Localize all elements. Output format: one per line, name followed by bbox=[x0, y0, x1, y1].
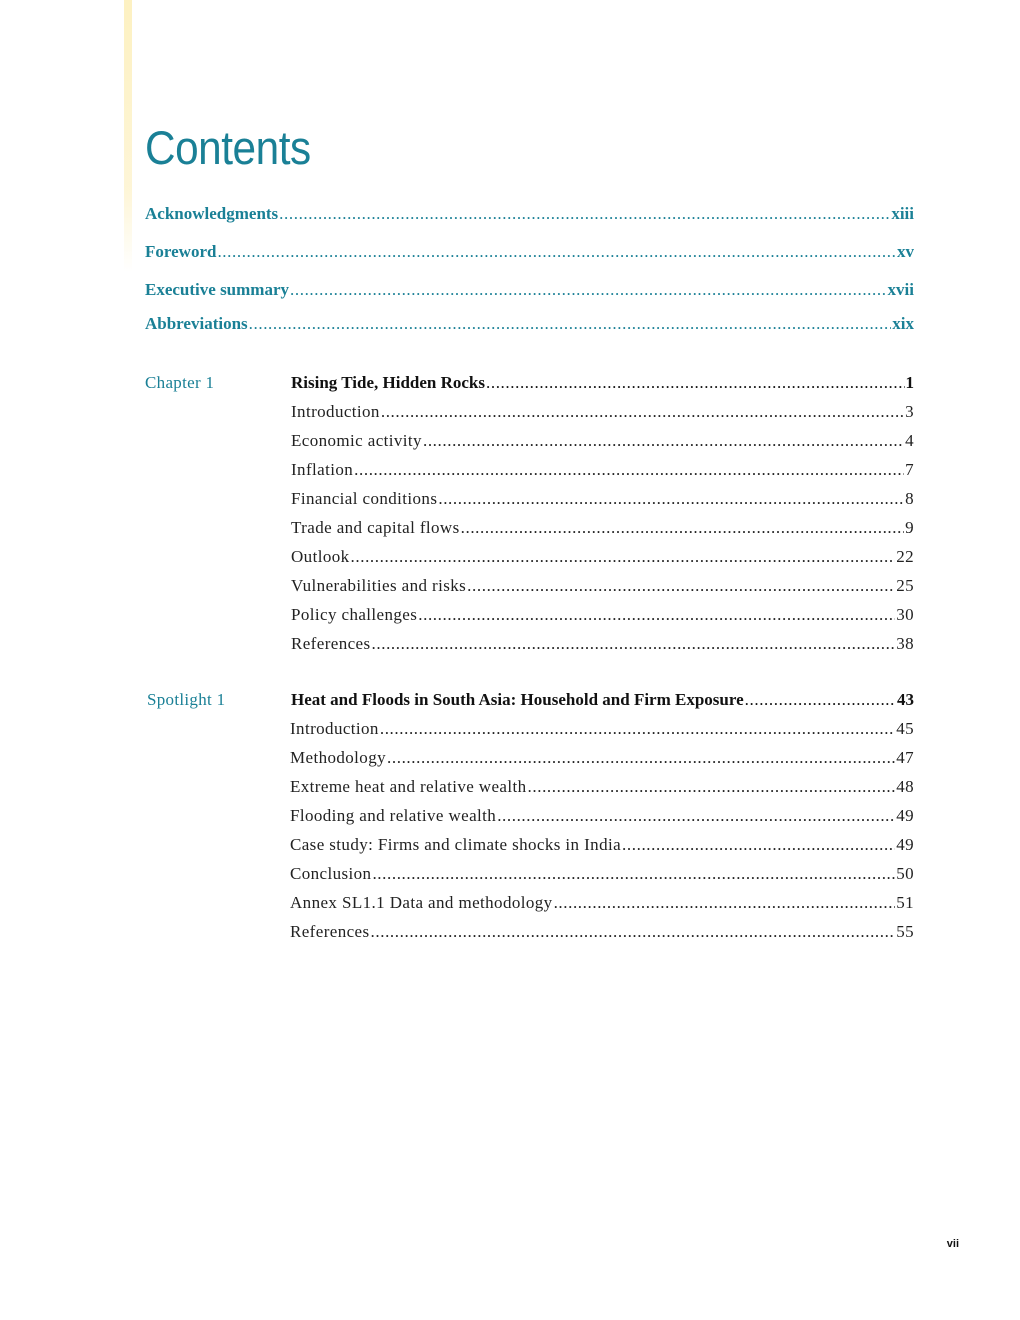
toc-entry-label: Conclusion bbox=[290, 864, 372, 883]
toc-entry-page: 3 bbox=[905, 402, 914, 421]
toc-entry-label: Rising Tide, Hidden Rocks bbox=[291, 373, 485, 392]
dot-leader bbox=[418, 604, 895, 626]
toc-entry-page: 4 bbox=[905, 431, 914, 450]
toc-entry-page: 7 bbox=[905, 460, 914, 479]
toc-entry-label: Methodology bbox=[290, 748, 387, 767]
toc-entry-page: xiii bbox=[891, 204, 914, 223]
toc-entry-executive-summary[interactable] bbox=[145, 279, 914, 301]
toc-entry-label: Executive summary bbox=[145, 280, 290, 299]
toc-entry-label: Vulnerabilities and risks bbox=[291, 576, 467, 595]
toc-entry-label: Trade and capital flows bbox=[291, 518, 460, 537]
toc-entry-spotlight1-section[interactable] bbox=[290, 718, 914, 740]
toc-entry-chapter1-section[interactable] bbox=[291, 459, 914, 481]
toc-entry-page: 1 bbox=[905, 373, 914, 392]
dot-leader bbox=[279, 203, 890, 225]
toc-entry-label: Flooding and relative wealth bbox=[290, 806, 497, 825]
toc-entry-page: 25 bbox=[896, 576, 914, 595]
toc-entry-chapter1-section[interactable] bbox=[291, 401, 914, 423]
toc-entry-label: Introduction bbox=[291, 402, 380, 421]
toc-entry-label: Extreme heat and relative wealth bbox=[290, 777, 527, 796]
toc-entry-page: 9 bbox=[905, 518, 914, 537]
dot-leader bbox=[423, 430, 904, 452]
toc-entry-spotlight1-section[interactable] bbox=[290, 863, 914, 885]
dot-leader bbox=[290, 279, 887, 301]
toc-entry-label: Acknowledgments bbox=[145, 204, 279, 223]
dot-leader bbox=[622, 834, 895, 856]
dot-leader bbox=[381, 401, 904, 423]
dot-leader bbox=[486, 372, 905, 394]
toc-entry-label: Case study: Firms and climate shocks in India bbox=[290, 835, 622, 854]
toc-entry-page: 49 bbox=[896, 835, 914, 854]
toc-entry-chapter1-section[interactable] bbox=[291, 604, 914, 626]
decorative-side-bar bbox=[124, 0, 132, 272]
toc-entry-page: 55 bbox=[896, 922, 914, 941]
toc-entry-chapter1-section[interactable] bbox=[291, 546, 914, 568]
dot-leader bbox=[351, 546, 896, 568]
dot-leader bbox=[372, 863, 895, 885]
toc-entry-page: 8 bbox=[905, 489, 914, 508]
toc-entry-page: 50 bbox=[896, 864, 914, 883]
toc-entry-chapter1-section[interactable] bbox=[291, 633, 914, 655]
toc-entry-label: Outlook bbox=[291, 547, 350, 566]
toc-entry-spotlight1-section[interactable] bbox=[290, 834, 914, 856]
toc-entry-chapter1-section[interactable] bbox=[291, 517, 914, 539]
toc-entry-label: Heat and Floods in South Asia: Household and Firm Exposure bbox=[291, 690, 744, 709]
dot-leader bbox=[467, 575, 895, 597]
page-number: vii bbox=[946, 1238, 959, 1250]
toc-entry-spotlight1-section[interactable] bbox=[290, 805, 914, 827]
chapter-label: Chapter 1 bbox=[145, 373, 215, 392]
dot-leader bbox=[528, 776, 896, 798]
toc-entry-label: Introduction bbox=[290, 719, 379, 738]
toc-entry-page: 47 bbox=[896, 748, 914, 767]
toc-entry-spotlight1-section[interactable] bbox=[290, 776, 914, 798]
toc-entry-foreword[interactable] bbox=[145, 241, 914, 263]
toc-entry-spotlight1-section[interactable] bbox=[290, 892, 914, 914]
dot-leader bbox=[380, 718, 895, 740]
toc-entry-label: Annex SL1.1 Data and methodology bbox=[290, 893, 553, 912]
spotlight-label: Spotlight 1 bbox=[147, 690, 226, 709]
toc-entry-abbreviations[interactable] bbox=[145, 313, 914, 335]
toc-entry-label: Foreword bbox=[145, 242, 217, 261]
dot-leader bbox=[217, 241, 896, 263]
toc-entry-page: xix bbox=[892, 314, 914, 333]
dot-leader bbox=[438, 488, 904, 510]
toc-entry-page: 43 bbox=[897, 690, 914, 709]
dot-leader bbox=[745, 689, 896, 711]
toc-entry-label: Economic activity bbox=[291, 431, 422, 450]
toc-entry-spotlight1-section[interactable] bbox=[290, 747, 914, 769]
dot-leader bbox=[371, 921, 896, 943]
dot-leader bbox=[554, 892, 896, 914]
dot-leader bbox=[372, 633, 896, 655]
toc-entry-page: 49 bbox=[896, 806, 914, 825]
dot-leader bbox=[387, 747, 895, 769]
dot-leader bbox=[497, 805, 895, 827]
toc-entry-page: 30 bbox=[896, 605, 914, 624]
toc-entry-page: 51 bbox=[896, 893, 914, 912]
toc-entry-acknowledgments[interactable] bbox=[145, 203, 914, 225]
dot-leader bbox=[354, 459, 904, 481]
dot-leader bbox=[249, 313, 892, 335]
toc-entry-page: xvii bbox=[887, 280, 914, 299]
toc-entry-page: 38 bbox=[896, 634, 914, 653]
toc-entry-chapter1-section[interactable] bbox=[291, 430, 914, 452]
toc-entry-page: 45 bbox=[896, 719, 914, 738]
toc-entry-label: Financial conditions bbox=[291, 489, 438, 508]
toc-entry-chapter1-section[interactable] bbox=[291, 488, 914, 510]
toc-entry-spotlight1-title[interactable] bbox=[291, 689, 914, 711]
toc-entry-label: Abbreviations bbox=[145, 314, 248, 333]
toc-entry-label: References bbox=[290, 922, 370, 941]
page-title: Contents bbox=[145, 121, 311, 174]
toc-entry-chapter1-title[interactable] bbox=[291, 372, 914, 394]
toc-entry-chapter1-section[interactable] bbox=[291, 575, 914, 597]
toc-entry-page: 22 bbox=[896, 547, 914, 566]
toc-entry-label: Inflation bbox=[291, 460, 354, 479]
toc-entry-page: xv bbox=[897, 242, 914, 261]
toc-entry-label: References bbox=[291, 634, 371, 653]
toc-entry-label: Policy challenges bbox=[291, 605, 418, 624]
toc-entry-page: 48 bbox=[896, 777, 914, 796]
toc-entry-spotlight1-section[interactable] bbox=[290, 921, 914, 943]
dot-leader bbox=[461, 517, 904, 539]
